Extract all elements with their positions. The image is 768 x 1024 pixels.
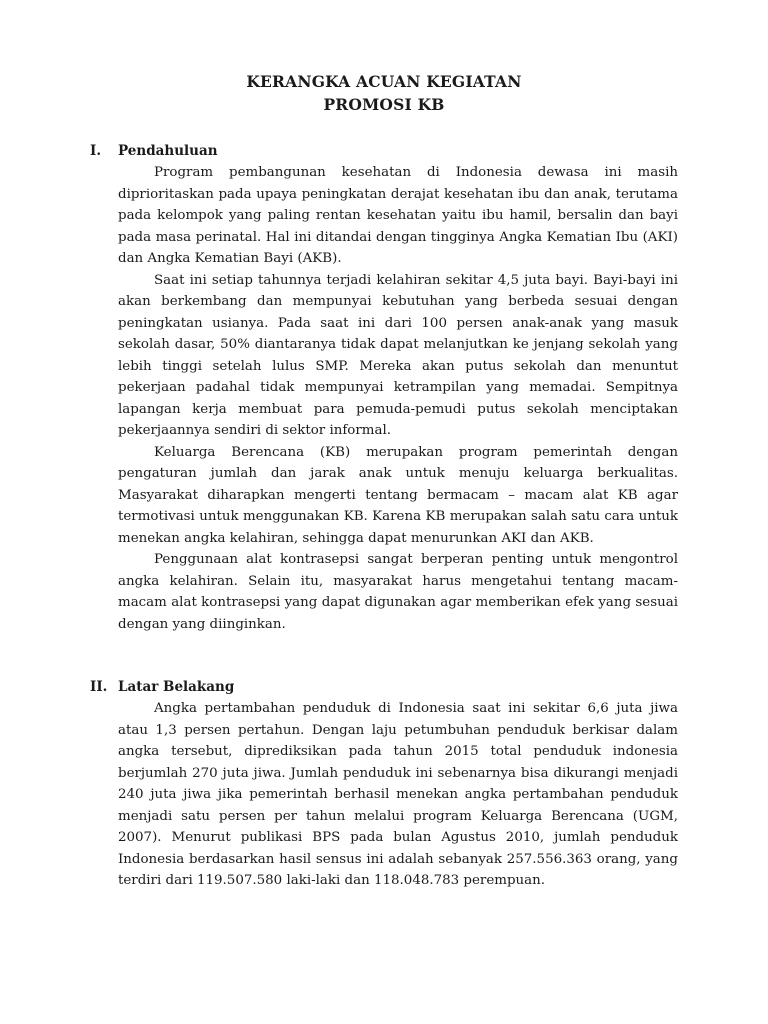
section-number: I.	[90, 143, 102, 159]
paragraph: Angka pertambahan penduduk di Indonesia saat ini sekitar 6,6 juta jiwa atau 1,3 persen pertahun. Dengan laju petumbuhan penduduk berkisar dalam angka tersebut, diprediksikan pada tahun 2015 total penduduk indonesia berjumlah 270 juta jiwa. Jumlah penduduk ini sebenarnya bisa dikurangi menjadi 240 juta jiwa jika pemerintah berhasil menekan angka pertambahan penduduk menjadi satu persen per tahun melalui program Keluarga Berencana (UGM, 2007). Menurut publikasi BPS pada bulan Agustus 2010, jumlah penduduk Indonesia berdasarkan hasil sensus ini adalah sebanyak 257.556.363 orang, yang terdiri dari 119.507.580 laki-laki dan 118.048.783 perempuan.	[118, 701, 678, 888]
document-title: KERANGKA ACUAN KEGIATAN	[246, 72, 522, 91]
section-body	[118, 698, 678, 892]
section-heading	[90, 140, 680, 162]
section-number: II.	[90, 679, 108, 695]
paragraph: Program pembangunan kesehatan di Indonesia dewasa ini masih diprioritaskan pada upaya peningkatan derajat kesehatan ibu dan anak, terutama pada kelompok yang paling rentan kesehatan yaitu ibu hamil, bersalin dan bayi pada masa perinatal. Hal ini ditandai dengan tingginya Angka Kematian Ibu (AKI) dan Angka Kematian Bayi (AKB).	[118, 165, 678, 266]
section-heading	[90, 676, 680, 698]
section-pendahuluan	[90, 140, 680, 635]
section-body	[118, 162, 678, 635]
paragraph: Saat ini setiap tahunnya terjadi kelahiran sekitar 4,5 juta bayi. Bayi-bayi ini akan berkembang dan mempunyai kebutuhan yang berbeda sesuai dengan peningkatan usianya. Pada saat ini dari 100 persen anak-anak yang masuk sekolah dasar, 50% diantaranya tidak dapat melanjutkan ke jenjang sekolah yang lebih tinggi setelah lulus SMP. Mereka akan putus sekolah dan menuntut pekerjaan padahal tidak mempunyai ketrampilan yang memadai. Sempitnya lapangan kerja membuat para pemuda-pemudi putus sekolah menciptakan pekerjaannya sendiri di sektor informal.	[118, 272, 678, 438]
paragraph: Penggunaan alat kontrasepsi sangat berperan penting untuk mengontrol angka kelahiran. Selain itu, masyarakat harus mengetahui tentang macam-macam alat kontrasepsi yang dapat digunakan agar memberikan efek yang sesuai dengan yang diinginkan.	[118, 552, 678, 632]
document-subtitle: PROMOSI KB	[323, 95, 445, 114]
paragraph: Keluarga Berencana (KB) merupakan program pemerintah dengan pengaturan jumlah dan jarak anak untuk menuju keluarga berkualitas. Masyarakat diharapkan mengerti tentang bermacam – macam alat KB agar termotivasi untuk menggunakan KB. Karena KB merupakan salah satu cara untuk menekan angka kelahiran, sehingga dapat menurunkan AKI dan AKB.	[118, 444, 678, 546]
section-latar-belakang	[90, 676, 680, 892]
section-title: Pendahuluan	[118, 143, 218, 159]
section-title: Latar Belakang	[118, 679, 235, 695]
